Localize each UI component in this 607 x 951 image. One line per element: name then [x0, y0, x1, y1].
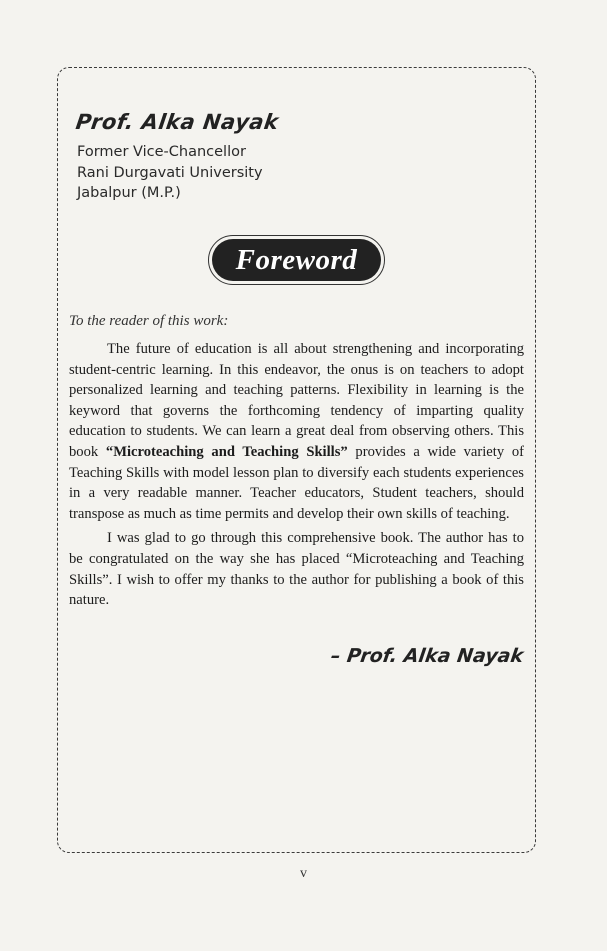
paragraph-2: I was glad to go through this comprehensive book. The author has to be congratulated on the way she has placed “Microteaching and Teaching Skills”. I wish to offer my thanks to the author for publishing a book of this nature.	[69, 530, 524, 609]
foreword-body	[69, 339, 524, 615]
page-title: Foreword	[212, 239, 381, 281]
paragraph-1	[69, 339, 524, 524]
author-details	[77, 142, 263, 204]
page-number: v	[300, 866, 307, 881]
book-title: “Microteaching and Teaching Skills”	[105, 443, 348, 460]
author-signature: Prof. Alka Nayak	[74, 110, 281, 134]
paragraph-1-text-a: The future of education is all about strengthening and incorporating student-centric learning. In this endeavor, the onus is on teachers to adopt personalized learning and teaching patterns. Flexibility in learning is the keyword that governs the forthcoming tendency of imparting quality education to students. We can learn a great deal from observing others. This book	[69, 341, 524, 460]
author-title: Former Vice-Chancellor	[77, 144, 246, 160]
foreword-heading-badge	[208, 235, 385, 285]
salutation: To the reader of this work:	[69, 313, 229, 329]
paragraph-1-text-b: provides a wide variety of Teaching Skills with model lesson plan to diversify each students experiences in a very readable manner. Teacher educators, Student teachers, should transpose as much as time permits and develop their own skills of teaching.	[69, 443, 525, 522]
author-university: Rani Durgavati University	[77, 164, 263, 181]
author-location: Jabalpur (M.P.)	[77, 185, 181, 201]
closing-signature: – Prof. Alka Nayak	[329, 645, 525, 667]
